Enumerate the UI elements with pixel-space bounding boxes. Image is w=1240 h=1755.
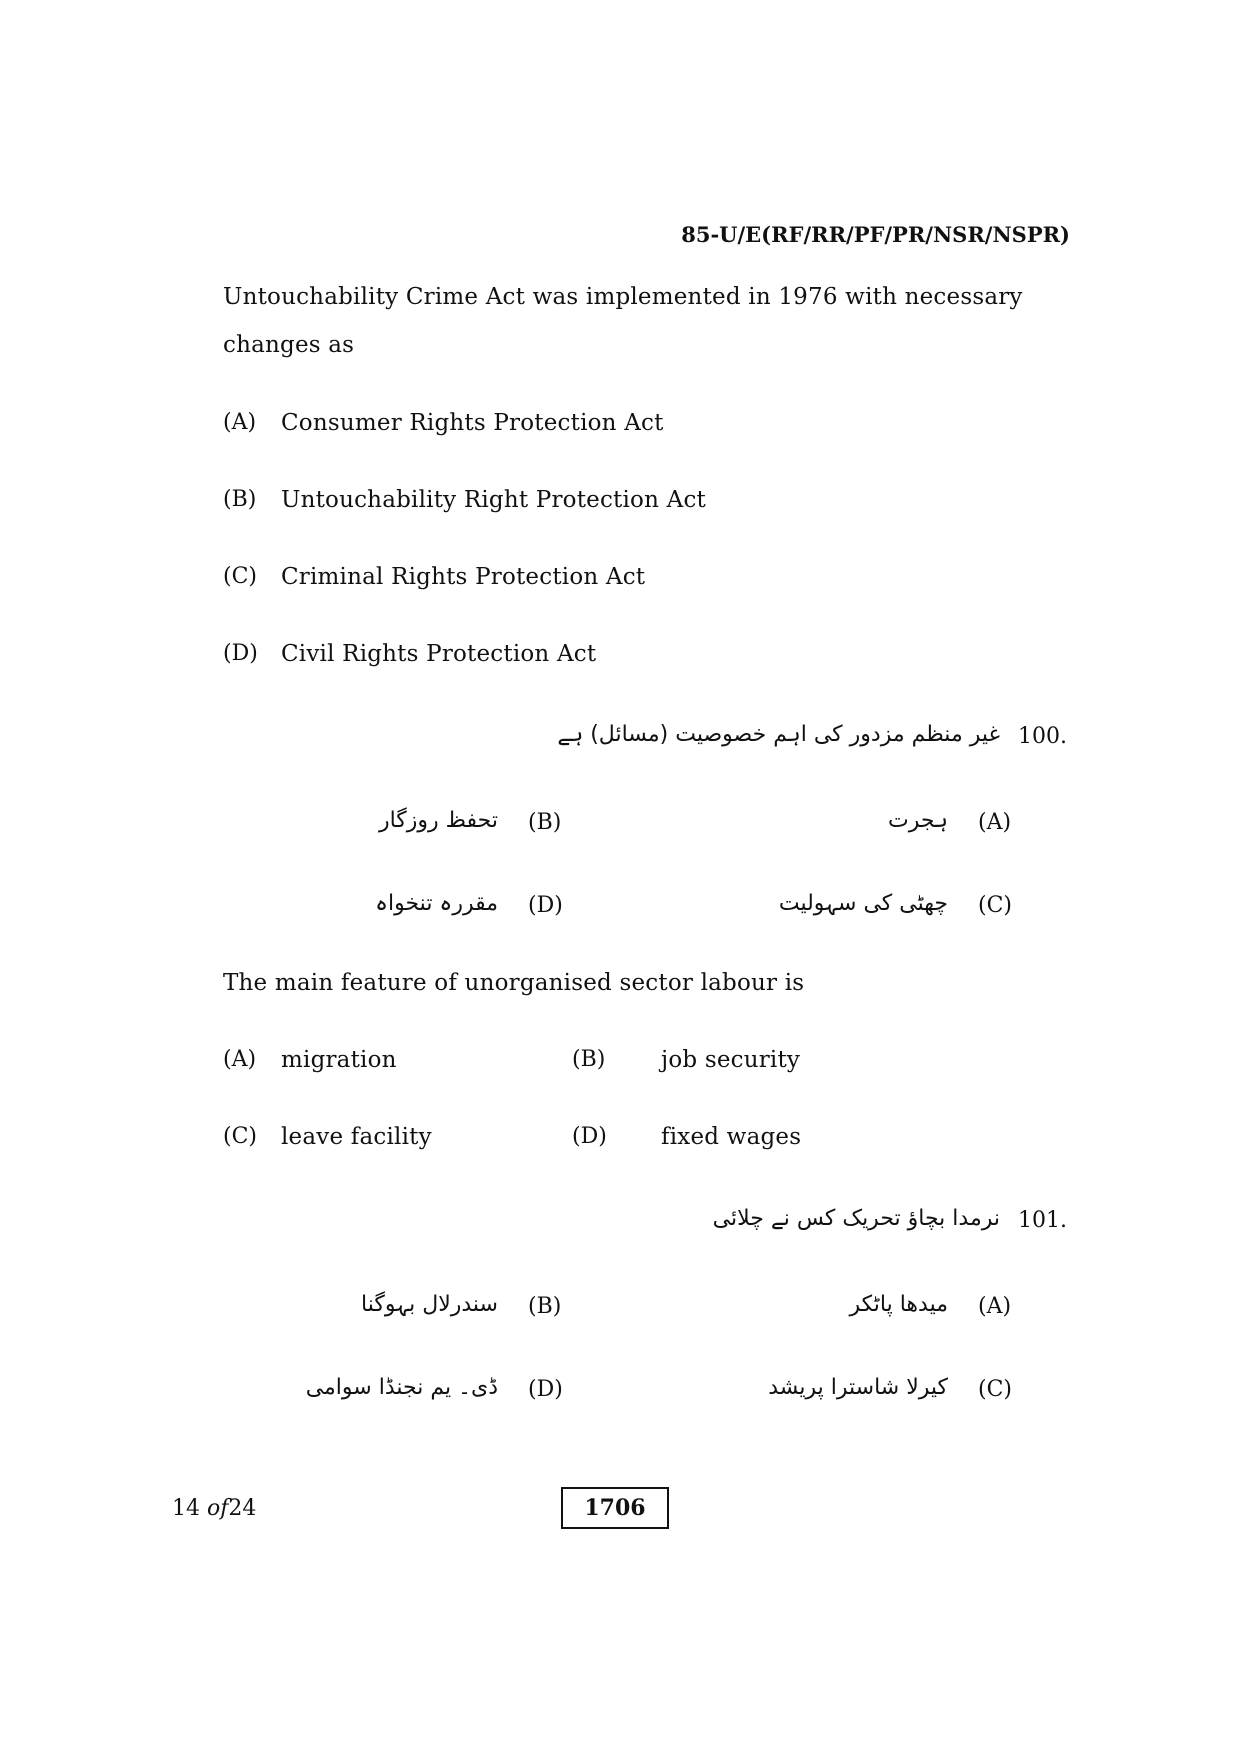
q100-urdu-option-a-label: (A) xyxy=(978,810,1012,835)
q100-urdu-option-d-label: (D) xyxy=(528,893,563,918)
q100-option-c-text: leave facility xyxy=(281,1124,432,1150)
q100-urdu-option-b-label: (B) xyxy=(528,810,562,835)
q101-number: 101. xyxy=(1018,1208,1067,1233)
q101-urdu-stem: نرمدا بچاؤ تحریک کس نے چلائی xyxy=(712,1206,1000,1231)
q100-option-d-text: fixed wages xyxy=(661,1124,802,1150)
q100-option-b-label: (B) xyxy=(572,1047,606,1072)
q99-option-a-text: Consumer Rights Protection Act xyxy=(281,410,664,436)
q101-urdu-option-d-text: ڈی۔ یم نجنڈا سوامی xyxy=(305,1375,498,1400)
q100-urdu-option-a-text: ہجرت xyxy=(888,808,948,833)
q99-option-a-label: (A) xyxy=(223,410,257,435)
booklet-code-box: 1706 xyxy=(561,1487,669,1529)
page-current: 14 xyxy=(172,1496,200,1521)
q99-option-b-label: (B) xyxy=(223,487,257,512)
q101-urdu-option-a-label: (A) xyxy=(978,1294,1012,1319)
q100-option-d-label: (D) xyxy=(572,1124,607,1149)
q99-option-b-text: Untouchability Right Protection Act xyxy=(281,487,706,513)
q101-urdu-option-b-label: (B) xyxy=(528,1294,562,1319)
q100-option-a-text: migration xyxy=(281,1047,397,1073)
q100-number: 100. xyxy=(1018,724,1067,749)
q99-option-d-label: (D) xyxy=(223,641,258,666)
booklet-series-code: 85-U/E(RF/RR/PF/PR/NSR/NSPR) xyxy=(681,222,1070,247)
q99-stem-line1: Untouchability Crime Act was implemented in 1976 with necessary xyxy=(223,284,1023,310)
q100-option-b-text: job security xyxy=(661,1047,801,1073)
page-of: of xyxy=(207,1496,229,1521)
q100-option-c-label: (C) xyxy=(223,1124,257,1149)
q100-option-a-label: (A) xyxy=(223,1047,257,1072)
q100-urdu-option-c-text: چھٹی کی سہولیت xyxy=(778,891,948,916)
q99-option-c-label: (C) xyxy=(223,564,257,589)
page-total: 24 xyxy=(228,1496,257,1521)
q99-stem-line2: changes as xyxy=(223,332,355,358)
q100-urdu-option-c-label: (C) xyxy=(978,893,1012,918)
q101-urdu-option-a-text: میدھا پاٹکر xyxy=(849,1292,948,1317)
q101-urdu-option-c-label: (C) xyxy=(978,1377,1012,1402)
q100-urdu-option-d-text: مقررہ تنخواہ xyxy=(375,891,498,916)
page-number xyxy=(172,1496,256,1521)
q99-option-d-text: Civil Rights Protection Act xyxy=(281,641,597,667)
q100-urdu-stem: غیر منظم مزدور کی اہم خصوصیت (مسائل) ہے xyxy=(557,722,1000,747)
q101-urdu-option-d-label: (D) xyxy=(528,1377,563,1402)
q100-urdu-option-b-text: تحفظ روزگار xyxy=(378,808,498,833)
q99-option-c-text: Criminal Rights Protection Act xyxy=(281,564,646,590)
q101-urdu-option-c-text: کیرلا شاسترا پریشد xyxy=(768,1375,948,1400)
q100-stem: The main feature of unorganised sector labour is xyxy=(223,970,805,996)
q101-urdu-option-b-text: سندرلال بہوگنا xyxy=(361,1292,498,1317)
